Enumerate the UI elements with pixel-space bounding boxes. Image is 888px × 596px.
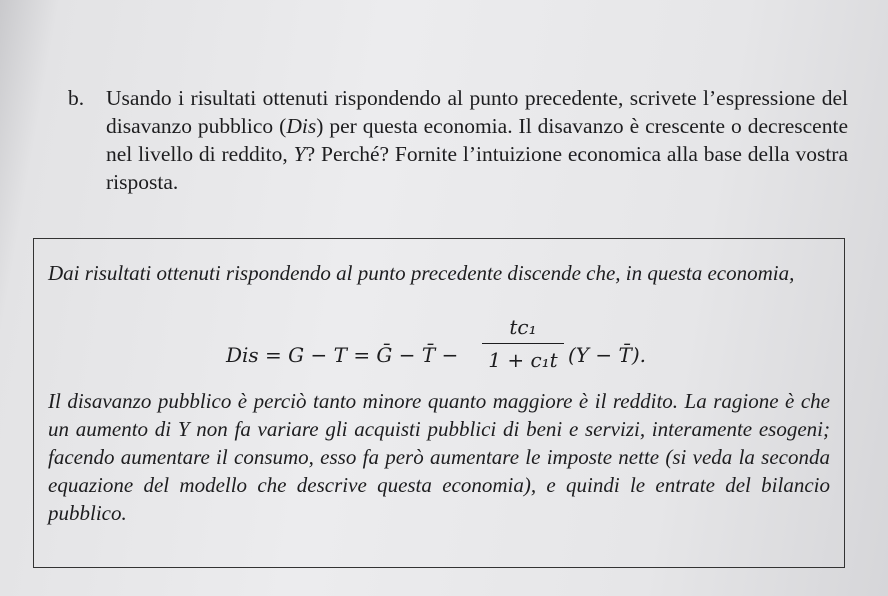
y-symbol: Y: [293, 142, 306, 166]
question-text: [106, 84, 848, 196]
question-b: [68, 84, 848, 196]
question-text-part1: Usando i risultati ottenuti rispondendo al punto precedente, scrivete l’espressione del disavanzo pubblico (: [106, 86, 848, 138]
question-text-part2: ) per questa economia. Il disavanzo è crescente o decrescente nel livello di reddito,: [106, 114, 848, 166]
question-text-part3: ? Perché? Fornite l’intuizione economica alla base della vostra risposta.: [106, 142, 848, 194]
formula-left: Dis = G − T = Ḡ − T̄ −: [226, 343, 459, 367]
fraction-bar: [482, 343, 564, 344]
formula-denominator: 1 + c₁t: [488, 348, 558, 372]
dis-symbol: Dis: [286, 114, 317, 138]
deficit-formula: [34, 315, 846, 385]
formula-fraction: [482, 313, 564, 374]
question-label: b.: [68, 86, 85, 110]
formula-right: (Y − T̄).: [568, 343, 646, 367]
formula-numerator: tc₁: [509, 315, 537, 339]
answer-box: [33, 238, 845, 568]
answer-conclusion: Il disavanzo pubblico è perciò tanto minore quanto maggiore è il reddito. La ragione è che un aumento di Y non fa variare gli acquisti pubblici di beni e servizi, interamente esogeni; facendo aumentare il consumo, esso fa però aumentare le imposte nette (si veda la seconda equazione del modello che descrive questa economia), e quindi le entrate del bilancio pubblico.: [48, 389, 830, 525]
answer-intro: Dai risultati ottenuti rispondendo al punto precedente discende che, in questa economia,: [48, 261, 795, 285]
